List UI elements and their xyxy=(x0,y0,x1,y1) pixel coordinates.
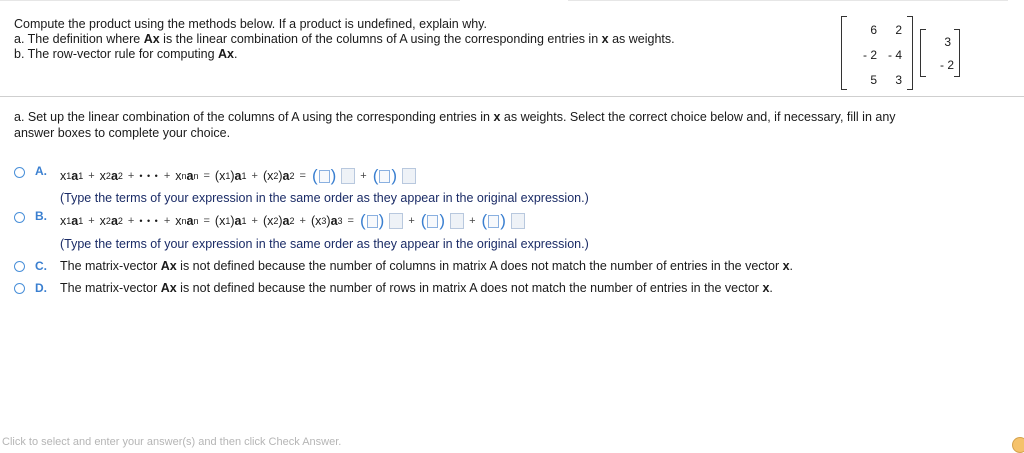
choice-c-text: The matrix-vector Ax is not defined because the number of columns in matrix A does not match the number of entries in the vector x. xyxy=(60,259,794,273)
choice-b-expression: x 1 a 1 + x 2 a 2 + • • • + x n a n = ( x 1 ) a 1 + ( x 2 ) a 2 + ( x 3 ) a 3 = ( ) + ( ) + ( ) xyxy=(60,213,525,229)
vector-x xyxy=(920,29,960,77)
question-line-1: Compute the product using the methods below. If a product is undefined, explain why. xyxy=(14,17,487,31)
choice-c[interactable] xyxy=(14,259,1004,275)
answer-box[interactable] xyxy=(450,213,464,229)
matrix-a-cell: 5 xyxy=(870,73,877,87)
radio-c[interactable] xyxy=(14,261,25,272)
matrix-a-cell: 3 xyxy=(895,73,902,87)
choice-c-letter: C. xyxy=(35,259,47,273)
question-line-2: a. The definition where Ax is the linear combination of the columns of A using the corresponding entries in x as weights. xyxy=(14,32,675,46)
choice-d-text: The matrix-vector Ax is not defined because the number of rows in matrix A does not match the number of entries in the vector x. xyxy=(60,281,773,295)
matrix-a-cell: 2 xyxy=(895,23,902,37)
help-icon[interactable] xyxy=(1012,437,1024,453)
answer-box[interactable] xyxy=(511,213,525,229)
answer-box[interactable] xyxy=(379,170,390,183)
answer-box[interactable] xyxy=(319,170,330,183)
matrix-a xyxy=(841,16,913,90)
choice-a-expression: x 1 a 1 + x 2 a 2 + • • • + x n a n = ( x 1 ) a 1 + ( x 2 ) a 2 = ( ) + ( ) xyxy=(60,168,416,184)
choice-a-letter: A. xyxy=(35,164,47,178)
vector-x-cell: 3 xyxy=(944,35,951,49)
question-text xyxy=(14,17,734,62)
choice-d-letter: D. xyxy=(35,281,47,295)
choice-b[interactable] xyxy=(14,209,1004,249)
footer-instructions: Click to select and enter your answer(s) and then click Check Answer. xyxy=(2,436,342,448)
radio-a[interactable] xyxy=(14,167,25,178)
choice-a-hint: (Type the terms of your expression in the same order as they appear in the original expression.) xyxy=(60,191,589,205)
radio-d[interactable] xyxy=(14,283,25,294)
answer-box[interactable] xyxy=(367,215,378,228)
answer-box[interactable] xyxy=(402,168,416,184)
top-divider xyxy=(0,0,1024,3)
radio-b[interactable] xyxy=(14,212,25,223)
answer-box[interactable] xyxy=(488,215,499,228)
matrix-a-cell: - 4 xyxy=(887,48,902,62)
section-divider xyxy=(0,96,1024,97)
choice-d[interactable] xyxy=(14,281,1004,297)
matrix-a-cell: 6 xyxy=(870,23,877,37)
matrix-a-cell: - 2 xyxy=(862,48,877,62)
choice-b-hint: (Type the terms of your expression in the same order as they appear in the original expression.) xyxy=(60,237,589,251)
answer-box[interactable] xyxy=(341,168,355,184)
answer-box[interactable] xyxy=(389,213,403,229)
answer-box[interactable] xyxy=(427,215,438,228)
question-line-3: b. The row-vector rule for computing Ax. xyxy=(14,47,238,61)
vector-x-cell: - 2 xyxy=(939,58,954,72)
choice-a[interactable] xyxy=(14,164,1004,204)
part-a-prompt: a. Set up the linear combination of the columns of A using the corresponding entries in x as weights. Select the correct choice below and, if necessary, fill in any answer boxes to complete your choice. xyxy=(14,110,896,140)
choice-b-letter: B. xyxy=(35,209,47,223)
